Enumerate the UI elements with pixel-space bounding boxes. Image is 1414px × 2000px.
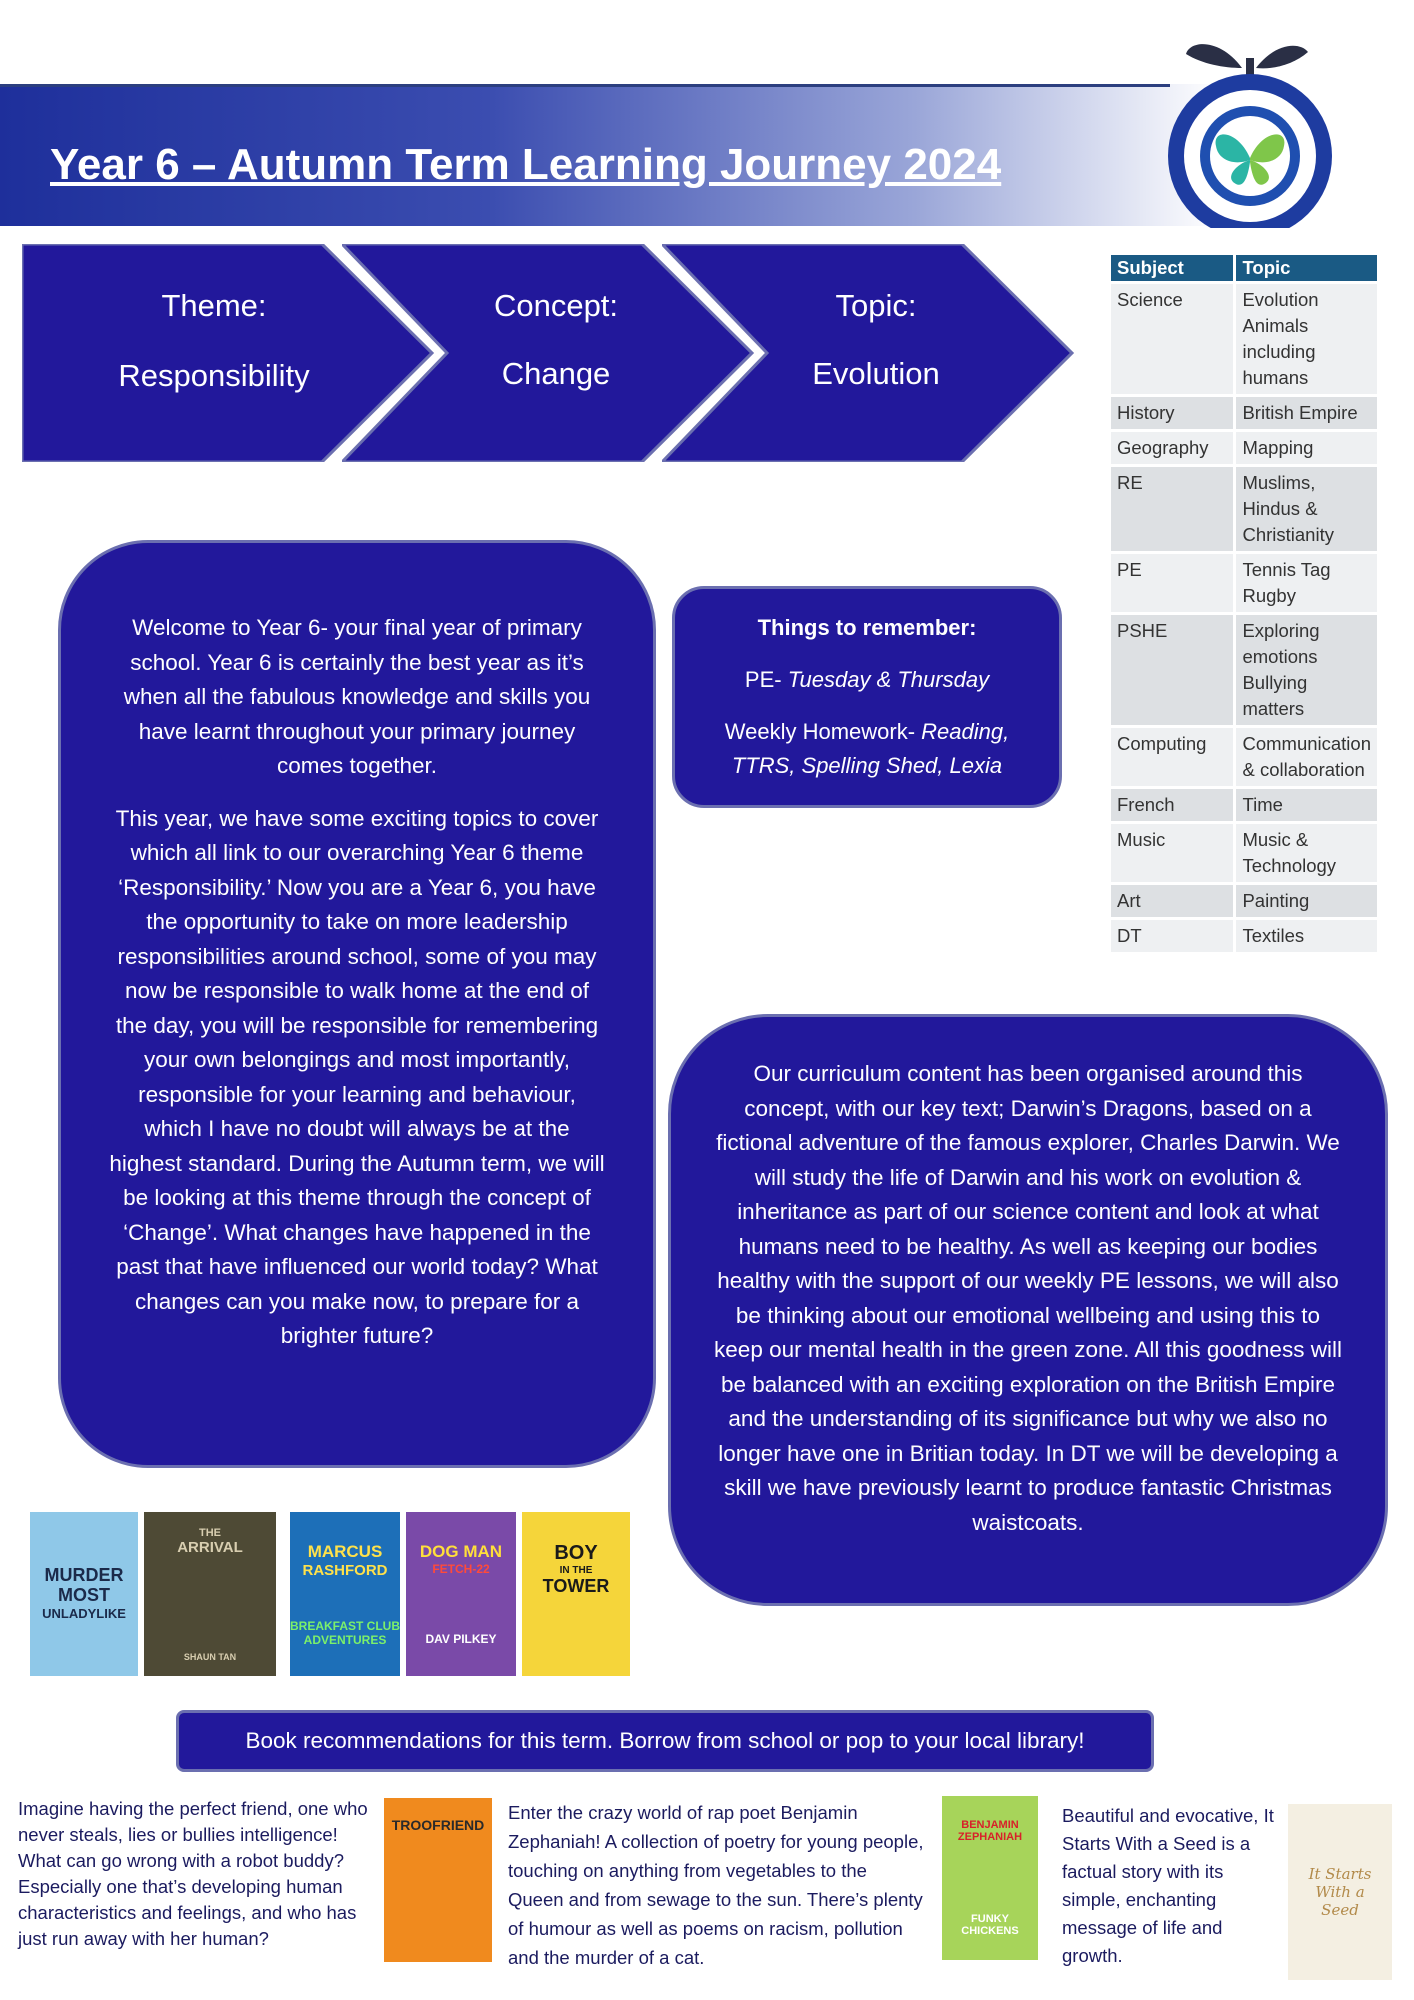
book-cover-funky-chickens (942, 1796, 1038, 1960)
topic-cell: Evolution Animals including humans (1236, 284, 1377, 394)
topic-cell: Tennis Tag Rugby (1236, 554, 1377, 612)
cover-title-line: UNLADYLIKE (42, 1606, 126, 1621)
table-row (1111, 397, 1377, 429)
cover-title-line: MARCUS (307, 1541, 383, 1561)
table-header-row (1111, 255, 1377, 281)
welcome-paragraph-1: Welcome to Year 6- your final year of primary school. Year 6 is certainly the best year as it’s when all the fabulous knowledge and skills you have learnt throughout your primary journey comes together. (123, 615, 591, 778)
curriculum-text: Our curriculum content has been organised around this concept, with our key text; Darwin’s Dragons, based on a fictional adventure of the famous explorer, Charles Darwin. We will study the life of Darwin and his work on evolution & inheritance as part of our science content and look at what humans need to be healthy. As well as keeping our bodies healthy with the support of our weekly PE lessons, we will also be thinking about our emotional wellbeing and using this to keep our mental health in the green zone. All this goodness will be balanced with an exciting exploration on the British Empire and the understanding of its significance but why we also no longer have one in Britian today. In DT we will be developing a skill we have previously learnt to produce fantastic Christmas waistcoats. (714, 1061, 1342, 1535)
table-row (1111, 885, 1377, 917)
topic-column-header: Topic (1236, 255, 1377, 281)
it-starts-with-a-seed-blurb: Beautiful and evocative, It Starts With a Seed is a factual story with its simple, enchanting message of life and growth. (1062, 1805, 1274, 1966)
book-cover-the-arrival (144, 1512, 276, 1676)
cover-title-line: IN THE (559, 1564, 593, 1576)
pe-days: Tuesday & Thursday (787, 667, 990, 692)
remember-title: Things to remember: (757, 615, 977, 640)
school-logo (1150, 28, 1350, 228)
book-recommendations-banner: Book recommendations for this term. Borrow from school or pop to your local library! (176, 1710, 1154, 1772)
table-row (1111, 728, 1377, 786)
pe-reminder (691, 663, 1043, 697)
subject-cell: French (1111, 789, 1233, 821)
subject-cell: Science (1111, 284, 1233, 394)
curriculum-panel (668, 1014, 1388, 1606)
homework-reminder (691, 715, 1043, 783)
cover-title-line: BENJAMIN ZEPHANIAH (957, 1819, 1023, 1843)
cover-title-line: TOWER (542, 1575, 610, 1596)
book-cover-boy-in-the-tower (522, 1512, 630, 1676)
cover-title-line: DOG MAN (419, 1542, 503, 1561)
concept-value: Change (501, 356, 611, 391)
page-title: Year 6 – Autumn Term Learning Journey 2024 (50, 140, 1002, 189)
topic-cell: Textiles (1236, 920, 1377, 952)
topic-cell: Music & Technology (1236, 824, 1377, 882)
cover-title-line: BREAKFAST CLUB ADVENTURES (290, 1618, 400, 1647)
subject-cell: Art (1111, 885, 1233, 917)
table-row (1111, 554, 1377, 612)
subject-cell: History (1111, 397, 1233, 429)
table-row (1111, 824, 1377, 882)
table-row (1111, 284, 1377, 394)
topic-cell: Time (1236, 789, 1377, 821)
welcome-paragraph-2: This year, we have some exciting topics to cover which all link to our overarching Year 6 theme ‘Responsibility.’ Now you are a Year 6, you have the opportunity to take on more leadership responsibilities around school, some of you may now be responsible to walk home at the end of the day, you will be responsible for remembering your own belongings and most importantly, responsible for your learning and behaviour, which I have no doubt will always be at the highest standard. During the Autumn term, we will be looking at this theme through the concept of ‘Change’. What changes have happened in the past that have influenced our world today? What changes can you make now, to prepare for a brighter future? (109, 805, 605, 1348)
topic-cell: Painting (1236, 885, 1377, 917)
concept-heading: Concept: (493, 288, 619, 323)
things-to-remember-panel (672, 586, 1062, 808)
theme-heading: Theme: (161, 288, 267, 323)
table-row (1111, 920, 1377, 952)
book-cover-troofriend (384, 1798, 492, 1962)
table-row (1111, 789, 1377, 821)
cover-title-line: BOY (554, 1541, 598, 1564)
table-row (1111, 432, 1377, 464)
header-rule (0, 84, 1170, 87)
pe-label: PE- (744, 667, 782, 692)
table-row (1111, 615, 1377, 725)
subject-cell: Geography (1111, 432, 1233, 464)
cover-title-line: MOST (58, 1585, 110, 1605)
subject-column-header: Subject (1111, 255, 1233, 281)
cover-title-line: MURDER (44, 1565, 124, 1585)
welcome-panel (58, 540, 656, 1468)
book-cover-murder-most-unladylike (30, 1512, 138, 1676)
subjects-table (1108, 252, 1380, 955)
subject-cell: PSHE (1111, 615, 1233, 725)
cover-title-line: FUNKY CHICKENS (961, 1913, 1019, 1937)
subject-cell: Music (1111, 824, 1233, 882)
cover-title-line: SHAUN TAN (183, 1651, 237, 1662)
cover-title-line: DAV PILKEY (425, 1632, 497, 1646)
table-row (1111, 467, 1377, 551)
topic-cell: Muslims, Hindus & Christianity (1236, 467, 1377, 551)
cover-title-line: FETCH-22 (432, 1562, 490, 1576)
topic-cell: Mapping (1236, 432, 1377, 464)
homework-items: Reading, TTRS, Spelling Shed, Lexia (731, 719, 1010, 778)
subject-cell: RE (1111, 467, 1233, 551)
subject-cell: DT (1111, 920, 1233, 952)
topic-cell: Communication & collaboration (1236, 728, 1377, 786)
book-cover-dog-man (406, 1512, 516, 1676)
topic-cell: British Empire (1236, 397, 1377, 429)
cover-title-line: ARRIVAL (177, 1538, 243, 1556)
cover-title-line: It Starts With a Seed (1308, 1865, 1372, 1919)
subject-cell: Computing (1111, 728, 1233, 786)
theme-value: Responsibility (118, 358, 310, 393)
cover-title-line: THE (199, 1526, 221, 1539)
topic-heading: Topic: (835, 288, 917, 323)
funky-chickens-blurb: Enter the crazy world of rap poet Benjamin Zephaniah! A collection of poetry for young people, touching on anything from vegetables to the Queen and from sewage to the sun. There’s plenty of humour as well as poems on racism, pollution and the murder of a cat. (508, 1802, 924, 1968)
homework-label: Weekly Homework- (724, 719, 916, 744)
topic-chevron (662, 244, 1082, 462)
book-cover-it-starts-with-a-seed (1288, 1804, 1392, 1980)
cover-title-line: TROOFRIEND (391, 1817, 485, 1833)
cover-title-line: RASHFORD (302, 1561, 388, 1579)
troofriend-blurb: Imagine having the perfect friend, one who never steals, lies or bullies intelligence! What can go wrong with a robot buddy? Especially one that’s developing human characteristics and feelings, and who has just run away with her human? (18, 1798, 368, 1949)
topic-cell: Exploring emotions Bullying matters (1236, 615, 1377, 725)
subject-cell: PE (1111, 554, 1233, 612)
topic-value: Evolution (812, 356, 940, 391)
book-cover-breakfast-club-adventures (290, 1512, 400, 1676)
